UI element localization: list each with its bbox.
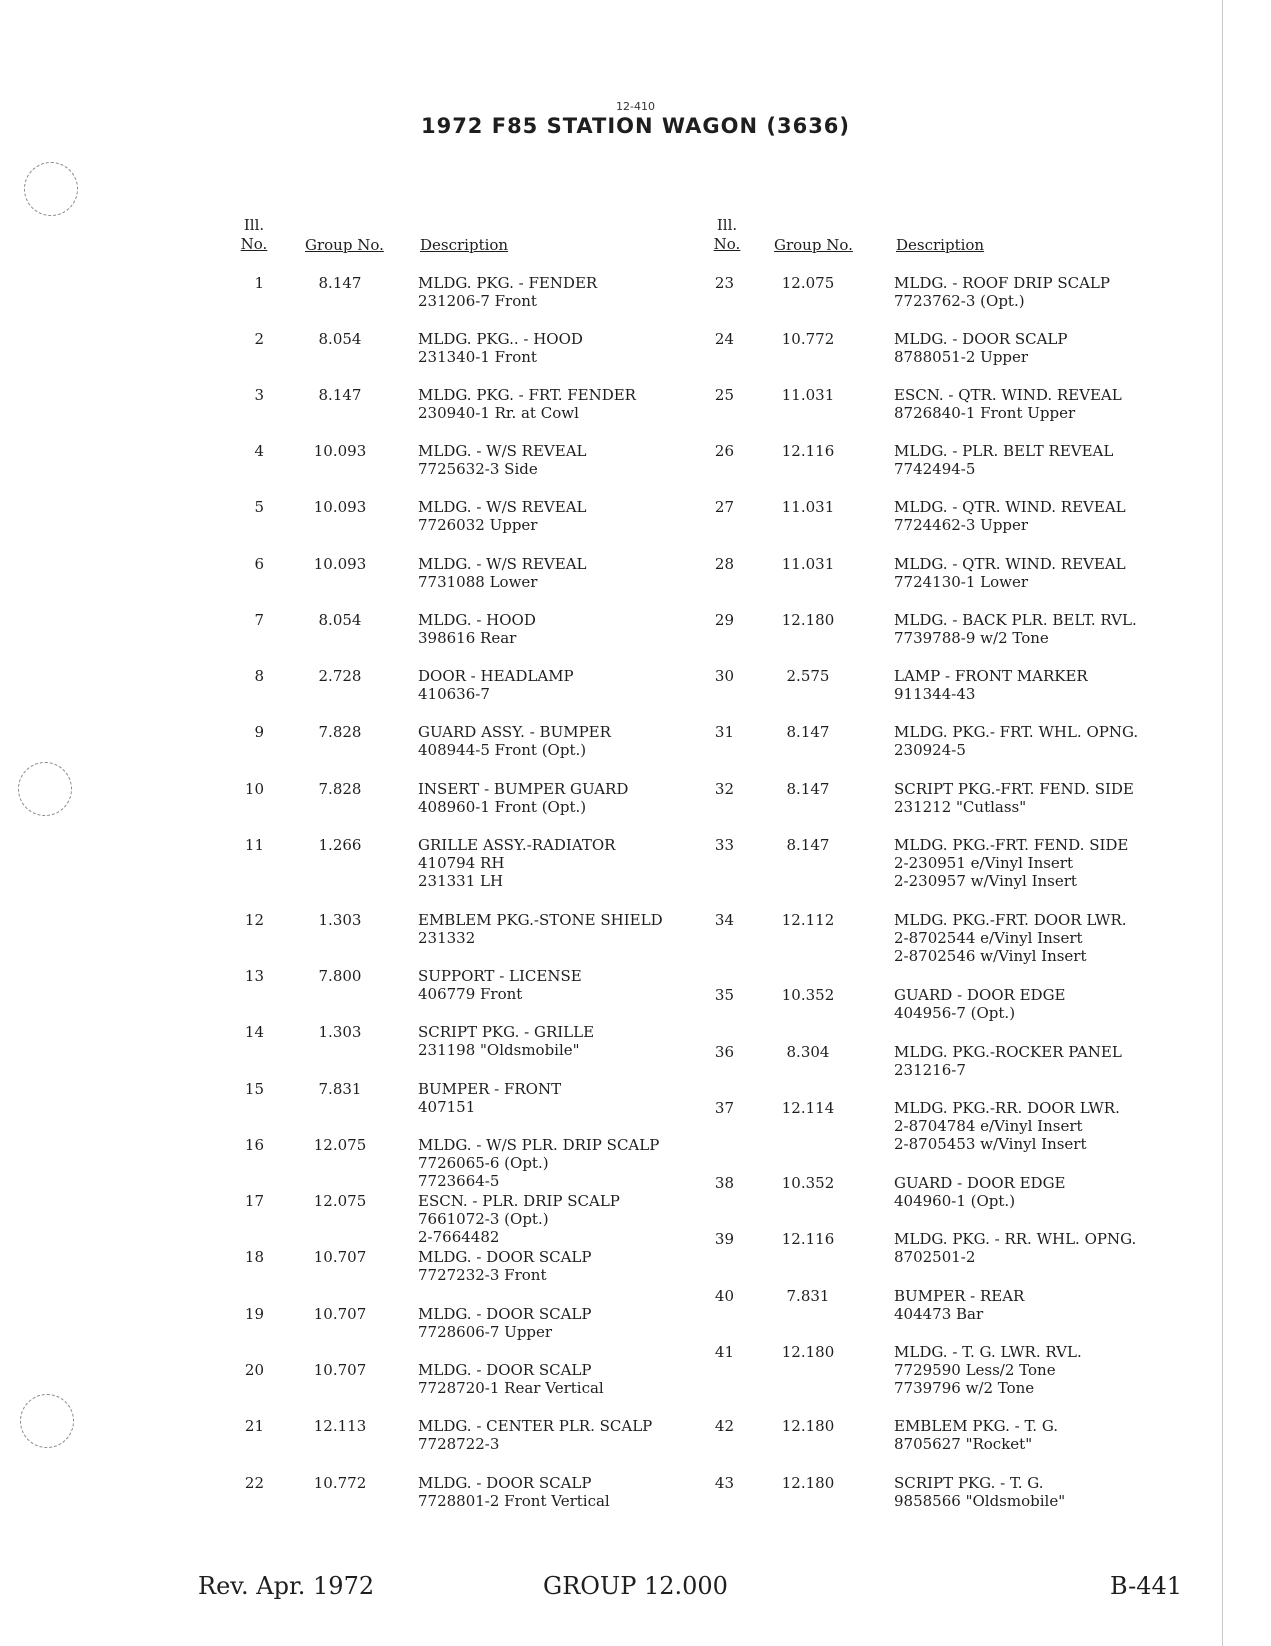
group-number: 7.831 bbox=[786, 1287, 830, 1305]
part-number-line: 2-230951 e/Vinyl Insert bbox=[894, 854, 1073, 872]
part-name: MLDG. - W/S PLR. DRIP SCALP bbox=[418, 1136, 660, 1154]
part-name: SUPPORT - LICENSE bbox=[418, 967, 582, 985]
part-number-line: 408960-1 Front (Opt.) bbox=[418, 798, 587, 816]
part-description bbox=[894, 1417, 1194, 1453]
part-number-line: 7729590 Less/2 Tone bbox=[894, 1361, 1056, 1379]
part-number-line: 230924-5 bbox=[894, 741, 966, 759]
group-number: 12.075 bbox=[313, 1192, 367, 1210]
part-number-line: 7728722-3 bbox=[418, 1435, 500, 1453]
ill-number: 3 bbox=[254, 386, 264, 404]
header-ill-line1: Ill. bbox=[243, 216, 265, 234]
part-description bbox=[418, 330, 718, 366]
part-description bbox=[894, 611, 1194, 647]
header-description-left: Description bbox=[420, 236, 509, 254]
part-name: MLDG. PKG. - RR. WHL. OPNG. bbox=[894, 1230, 1137, 1248]
part-number-line: 8702501-2 bbox=[894, 1248, 976, 1266]
part-name: MLDG. - QTR. WIND. REVEAL bbox=[894, 498, 1126, 516]
group-number: 12.180 bbox=[781, 1417, 835, 1435]
ill-number: 31 bbox=[714, 723, 734, 741]
part-name: GUARD - DOOR EDGE bbox=[894, 986, 1066, 1004]
group-number: 10.707 bbox=[313, 1361, 367, 1379]
group-number: 12.180 bbox=[781, 1474, 835, 1492]
group-number: 2.575 bbox=[786, 667, 830, 685]
part-name: MLDG. - DOOR SCALP bbox=[418, 1361, 592, 1379]
ill-number: 17 bbox=[244, 1192, 264, 1210]
part-description bbox=[894, 386, 1194, 422]
header-ill-left bbox=[236, 216, 272, 254]
part-number-line: 7731088 Lower bbox=[418, 573, 538, 591]
part-name: MLDG. - ROOF DRIP SCALP bbox=[894, 274, 1110, 292]
ill-number: 33 bbox=[714, 836, 734, 854]
part-name: MLDG. PKG.-RR. DOOR LWR. bbox=[894, 1099, 1120, 1117]
group-number: 8.147 bbox=[786, 723, 830, 741]
header-group-right: Group No. bbox=[774, 236, 853, 254]
part-number-line: 2-7664482 bbox=[418, 1228, 500, 1246]
ill-number: 21 bbox=[244, 1417, 264, 1435]
part-number-line: 404473 Bar bbox=[894, 1305, 984, 1323]
part-description bbox=[418, 723, 718, 759]
part-description bbox=[418, 1192, 718, 1246]
ill-number: 1 bbox=[254, 274, 264, 292]
ill-number: 11 bbox=[244, 836, 264, 854]
ill-number: 38 bbox=[714, 1174, 734, 1192]
part-number-line: 7739796 w/2 Tone bbox=[894, 1379, 1035, 1397]
group-number: 8.147 bbox=[318, 386, 362, 404]
part-name: MLDG. PKG. - FENDER bbox=[418, 274, 598, 292]
part-number-line: 7724130-1 Lower bbox=[894, 573, 1029, 591]
part-number-line: 404956-7 (Opt.) bbox=[894, 1004, 1016, 1022]
ill-number: 18 bbox=[244, 1248, 264, 1266]
binder-hole bbox=[24, 162, 78, 216]
part-description bbox=[418, 667, 718, 703]
part-name: SCRIPT PKG. - GRILLE bbox=[418, 1023, 595, 1041]
group-number: 10.352 bbox=[781, 986, 835, 1004]
group-number: 1.303 bbox=[318, 1023, 362, 1041]
part-name: SCRIPT PKG. - T. G. bbox=[894, 1474, 1044, 1492]
header-ill-right bbox=[709, 216, 745, 254]
ill-number: 42 bbox=[714, 1417, 734, 1435]
part-name: MLDG. - HOOD bbox=[418, 611, 536, 629]
ill-number: 30 bbox=[714, 667, 734, 685]
part-number-line: 231340-1 Front bbox=[418, 348, 537, 366]
group-number: 8.054 bbox=[318, 611, 362, 629]
part-description bbox=[894, 330, 1194, 366]
part-description bbox=[418, 1023, 718, 1059]
part-name: MLDG. - BACK PLR. BELT. RVL. bbox=[894, 611, 1137, 629]
group-number: 10.707 bbox=[313, 1248, 367, 1266]
part-description bbox=[418, 1305, 718, 1341]
ill-number: 16 bbox=[244, 1136, 264, 1154]
part-description bbox=[418, 442, 718, 478]
part-description bbox=[418, 498, 718, 534]
group-number: 10.772 bbox=[313, 1474, 367, 1492]
ill-number: 36 bbox=[714, 1043, 734, 1061]
part-number-line: 230940-1 Rr. at Cowl bbox=[418, 404, 579, 422]
part-number-line: 7739788-9 w/2 Tone bbox=[894, 629, 1049, 647]
group-number: 8.147 bbox=[786, 836, 830, 854]
part-number-line: 8705627 "Rocket" bbox=[894, 1435, 1033, 1453]
part-number-line: 231332 bbox=[418, 929, 476, 947]
ill-number: 8 bbox=[254, 667, 264, 685]
header-ill-line2: No. bbox=[713, 235, 741, 253]
part-name: MLDG. PKG.-FRT. DOOR LWR. bbox=[894, 911, 1127, 929]
ill-number: 40 bbox=[714, 1287, 734, 1305]
part-description bbox=[418, 1080, 718, 1116]
part-name: EMBLEM PKG. - T. G. bbox=[894, 1417, 1059, 1435]
group-number: 12.116 bbox=[781, 442, 835, 460]
part-name: MLDG. - W/S REVEAL bbox=[418, 555, 587, 573]
footer-revision: Rev. Apr. 1972 bbox=[198, 1572, 375, 1600]
part-number-line: 7726065-6 (Opt.) bbox=[418, 1154, 549, 1172]
part-description bbox=[418, 1417, 718, 1453]
part-name: BUMPER - FRONT bbox=[418, 1080, 562, 1098]
part-number-line: 406779 Front bbox=[418, 985, 523, 1003]
part-description bbox=[418, 555, 718, 591]
part-name: MLDG. PKG.. - HOOD bbox=[418, 330, 583, 348]
part-number-line: 7728720-1 Rear Vertical bbox=[418, 1379, 604, 1397]
binder-hole bbox=[20, 1394, 74, 1448]
part-number-line: 7723762-3 (Opt.) bbox=[894, 292, 1025, 310]
part-name: BUMPER - REAR bbox=[894, 1287, 1025, 1305]
footer-group: GROUP 12.000 bbox=[543, 1572, 728, 1600]
ill-number: 13 bbox=[244, 967, 264, 985]
part-name: LAMP - FRONT MARKER bbox=[894, 667, 1088, 685]
part-description bbox=[894, 1174, 1194, 1210]
part-name: MLDG. PKG.- FRT. WHL. OPNG. bbox=[894, 723, 1139, 741]
part-name: MLDG. - W/S REVEAL bbox=[418, 498, 587, 516]
footer-page-number: B-441 bbox=[1110, 1572, 1182, 1600]
part-description bbox=[894, 986, 1194, 1022]
part-number-line: 7726032 Upper bbox=[418, 516, 538, 534]
part-name: MLDG. - DOOR SCALP bbox=[418, 1474, 592, 1492]
ill-number: 6 bbox=[254, 555, 264, 573]
part-number-line: 7724462-3 Upper bbox=[894, 516, 1029, 534]
part-description bbox=[894, 1230, 1194, 1266]
part-description bbox=[418, 1248, 718, 1284]
part-name: MLDG. PKG.-ROCKER PANEL bbox=[894, 1043, 1122, 1061]
part-description bbox=[418, 274, 718, 310]
part-number-line: 7742494-5 bbox=[894, 460, 976, 478]
part-name: MLDG. - T. G. LWR. RVL. bbox=[894, 1343, 1082, 1361]
part-description bbox=[894, 836, 1194, 890]
part-name: GUARD - DOOR EDGE bbox=[894, 1174, 1066, 1192]
part-name: EMBLEM PKG.-STONE SHIELD bbox=[418, 911, 663, 929]
part-number-line: 7661072-3 (Opt.) bbox=[418, 1210, 549, 1228]
ill-number: 37 bbox=[714, 1099, 734, 1117]
part-number-line: 407151 bbox=[418, 1098, 476, 1116]
ill-number: 34 bbox=[714, 911, 734, 929]
group-number: 12.075 bbox=[781, 274, 835, 292]
part-number-line: 2-230957 w/Vinyl Insert bbox=[894, 872, 1077, 890]
part-name: MLDG. - DOOR SCALP bbox=[418, 1248, 592, 1266]
header-description-right: Description bbox=[896, 236, 985, 254]
ill-number: 4 bbox=[254, 442, 264, 460]
part-number-line: 231212 "Cutlass" bbox=[894, 798, 1027, 816]
ill-number: 32 bbox=[714, 780, 734, 798]
group-number: 2.728 bbox=[318, 667, 362, 685]
part-number-line: 231206-7 Front bbox=[418, 292, 537, 310]
part-description bbox=[894, 723, 1194, 759]
part-name: INSERT - BUMPER GUARD bbox=[418, 780, 629, 798]
group-number: 11.031 bbox=[781, 498, 835, 516]
group-number: 12.180 bbox=[781, 611, 835, 629]
group-number: 10.707 bbox=[313, 1305, 367, 1323]
part-description bbox=[894, 1474, 1194, 1510]
ill-number: 7 bbox=[254, 611, 264, 629]
part-description bbox=[418, 836, 718, 890]
part-description bbox=[418, 386, 718, 422]
part-number-line: 231331 LH bbox=[418, 872, 504, 890]
ill-number: 25 bbox=[714, 386, 734, 404]
group-number: 11.031 bbox=[781, 386, 835, 404]
ill-number: 9 bbox=[254, 723, 264, 741]
ill-number: 2 bbox=[254, 330, 264, 348]
part-description bbox=[418, 1361, 718, 1397]
part-description bbox=[894, 667, 1194, 703]
part-description bbox=[894, 1343, 1194, 1397]
group-number: 7.831 bbox=[318, 1080, 362, 1098]
part-name: MLDG. - CENTER PLR. SCALP bbox=[418, 1417, 653, 1435]
part-description bbox=[894, 1043, 1194, 1079]
part-description bbox=[418, 911, 718, 947]
ill-number: 28 bbox=[714, 555, 734, 573]
group-number: 8.304 bbox=[786, 1043, 830, 1061]
part-description bbox=[894, 442, 1194, 478]
header-ill-line1: Ill. bbox=[716, 216, 738, 234]
part-number-line: 8726840-1 Front Upper bbox=[894, 404, 1076, 422]
part-number-line: 7727232-3 Front bbox=[418, 1266, 547, 1284]
ill-number: 14 bbox=[244, 1023, 264, 1041]
part-description bbox=[894, 911, 1194, 965]
part-number-line: 7725632-3 Side bbox=[418, 460, 538, 478]
part-number-line: 398616 Rear bbox=[418, 629, 517, 647]
part-number-line: 231198 "Oldsmobile" bbox=[418, 1041, 580, 1059]
group-number: 12.113 bbox=[313, 1417, 367, 1435]
group-number: 1.303 bbox=[318, 911, 362, 929]
header-group-left: Group No. bbox=[305, 236, 384, 254]
part-name: DOOR - HEADLAMP bbox=[418, 667, 574, 685]
part-number-line: 7723664-5 bbox=[418, 1172, 500, 1190]
group-number: 7.828 bbox=[318, 780, 362, 798]
binder-edge bbox=[1222, 0, 1223, 1646]
ill-number: 22 bbox=[244, 1474, 264, 1492]
part-number-line: 911344-43 bbox=[894, 685, 976, 703]
part-name: MLDG. - DOOR SCALP bbox=[894, 330, 1068, 348]
ill-number: 12 bbox=[244, 911, 264, 929]
part-number-line: 408944-5 Front (Opt.) bbox=[418, 741, 587, 759]
part-description bbox=[418, 780, 718, 816]
part-description bbox=[418, 1474, 718, 1510]
part-description bbox=[894, 780, 1194, 816]
part-number-line: 9858566 "Oldsmobile" bbox=[894, 1492, 1066, 1510]
group-number: 10.772 bbox=[781, 330, 835, 348]
part-name: ESCN. - PLR. DRIP SCALP bbox=[418, 1192, 620, 1210]
part-number-line: 231216-7 bbox=[894, 1061, 966, 1079]
page-code: 12-410 bbox=[616, 100, 655, 113]
ill-number: 35 bbox=[714, 986, 734, 1004]
ill-number: 20 bbox=[244, 1361, 264, 1379]
part-name: GRILLE ASSY.-RADIATOR bbox=[418, 836, 616, 854]
part-description bbox=[418, 611, 718, 647]
group-number: 8.147 bbox=[318, 274, 362, 292]
group-number: 8.147 bbox=[786, 780, 830, 798]
group-number: 10.093 bbox=[313, 498, 367, 516]
part-description bbox=[894, 498, 1194, 534]
ill-number: 39 bbox=[714, 1230, 734, 1248]
part-description bbox=[418, 967, 718, 1003]
part-name: ESCN. - QTR. WIND. REVEAL bbox=[894, 386, 1122, 404]
ill-number: 15 bbox=[244, 1080, 264, 1098]
part-name: MLDG. - PLR. BELT REVEAL bbox=[894, 442, 1114, 460]
group-number: 12.114 bbox=[781, 1099, 835, 1117]
ill-number: 24 bbox=[714, 330, 734, 348]
group-number: 12.112 bbox=[781, 911, 835, 929]
part-name: MLDG. - W/S REVEAL bbox=[418, 442, 587, 460]
part-number-line: 2-8702544 e/Vinyl Insert bbox=[894, 929, 1083, 947]
part-number-line: 8788051-2 Upper bbox=[894, 348, 1029, 366]
ill-number: 23 bbox=[714, 274, 734, 292]
part-number-line: 2-8705453 w/Vinyl Insert bbox=[894, 1135, 1087, 1153]
group-number: 8.054 bbox=[318, 330, 362, 348]
ill-number: 10 bbox=[244, 780, 264, 798]
part-number-line: 7728606-7 Upper bbox=[418, 1323, 553, 1341]
part-description bbox=[894, 555, 1194, 591]
ill-number: 41 bbox=[714, 1343, 734, 1361]
ill-number: 26 bbox=[714, 442, 734, 460]
group-number: 7.828 bbox=[318, 723, 362, 741]
part-number-line: 410636-7 bbox=[418, 685, 490, 703]
ill-number: 5 bbox=[254, 498, 264, 516]
part-description bbox=[894, 1287, 1194, 1323]
part-name: MLDG. PKG.-FRT. FEND. SIDE bbox=[894, 836, 1129, 854]
group-number: 10.352 bbox=[781, 1174, 835, 1192]
group-number: 11.031 bbox=[781, 555, 835, 573]
part-description bbox=[894, 274, 1194, 310]
part-name: MLDG. - QTR. WIND. REVEAL bbox=[894, 555, 1126, 573]
group-number: 10.093 bbox=[313, 442, 367, 460]
part-description bbox=[418, 1136, 718, 1190]
binder-hole bbox=[18, 762, 72, 816]
part-name: SCRIPT PKG.-FRT. FEND. SIDE bbox=[894, 780, 1134, 798]
part-number-line: 2-8704784 e/Vinyl Insert bbox=[894, 1117, 1083, 1135]
part-number-line: 7728801-2 Front Vertical bbox=[418, 1492, 610, 1510]
group-number: 1.266 bbox=[318, 836, 362, 854]
ill-number: 29 bbox=[714, 611, 734, 629]
group-number: 10.093 bbox=[313, 555, 367, 573]
ill-number: 27 bbox=[714, 498, 734, 516]
group-number: 12.180 bbox=[781, 1343, 835, 1361]
part-name: MLDG. - DOOR SCALP bbox=[418, 1305, 592, 1323]
ill-number: 19 bbox=[244, 1305, 264, 1323]
page-title: 1972 F85 STATION WAGON (3636) bbox=[420, 114, 851, 138]
part-number-line: 404960-1 (Opt.) bbox=[894, 1192, 1016, 1210]
ill-number: 43 bbox=[714, 1474, 734, 1492]
group-number: 7.800 bbox=[318, 967, 362, 985]
part-number-line: 410794 RH bbox=[418, 854, 505, 872]
part-name: GUARD ASSY. - BUMPER bbox=[418, 723, 611, 741]
part-number-line: 2-8702546 w/Vinyl Insert bbox=[894, 947, 1087, 965]
header-ill-line2: No. bbox=[240, 235, 268, 253]
group-number: 12.116 bbox=[781, 1230, 835, 1248]
group-number: 12.075 bbox=[313, 1136, 367, 1154]
part-description bbox=[894, 1099, 1194, 1153]
part-name: MLDG. PKG. - FRT. FENDER bbox=[418, 386, 636, 404]
